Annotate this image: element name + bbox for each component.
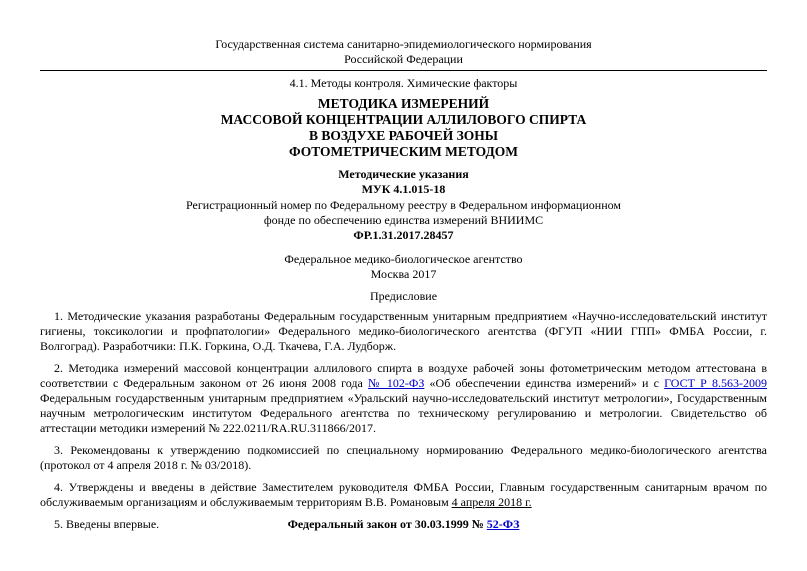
title-line-1: МЕТОДИКА ИЗМЕРЕНИЙ — [317, 96, 490, 111]
paragraph-2 — [40, 361, 767, 436]
guide-block — [0, 167, 807, 197]
preface-heading: Предисловие — [369, 289, 438, 303]
guide-kind: Методические указания — [338, 167, 469, 181]
title-line-2: МАССОВОЙ КОНЦЕНТРАЦИИ АЛЛИЛОВОГО СПИРТА — [220, 112, 587, 127]
paragraph-5: 5. Введены впервые. — [54, 517, 160, 531]
agency-name: Федеральное медико-биологическое агентство — [284, 252, 523, 266]
title-line-4: ФОТОМЕТРИЧЕСКИМ МЕТОДОМ — [288, 144, 519, 159]
document-title — [0, 96, 807, 160]
agency-place-year: Москва 2017 — [370, 267, 437, 281]
federal-law-heading — [0, 517, 807, 532]
title-line-3: В ВОЗДУХЕ РАБОЧЕЙ ЗОНЫ — [308, 128, 499, 143]
preface-paragraphs — [40, 309, 767, 532]
federal-law-text: Федеральный закон от 30.03.1999 № — [287, 517, 487, 531]
document-header — [0, 37, 807, 67]
gost-link[interactable]: ГОСТ Р 8.563-2009 — [664, 376, 767, 390]
header-line-1: Государственная система санитарно-эпидемиологического нормирования — [215, 37, 592, 51]
paragraph-3: 3. Рекомендованы к утверждению подкомиссией по специальному нормированию Федерального медико-биологического агентства (протокол от 4 апреля 2018 г. № 03/2018). — [40, 443, 767, 472]
paragraph-1: 1. Методические указания разработаны Федеральным государственным унитарным предприятием «Научно-исследовательский институт гигиены, токсикологии и профпатологии» Федерального медико-биологического агентства (ФГУП «НИИ ГПП» ФМБА России, г. Волгоград). Разработчики: П.К. Горкина, О.Д. Ткачева, Г.А. Лудборж. — [40, 309, 767, 353]
registry-line-2: фонде по обеспечению единства измерений ВНИИМС — [263, 213, 544, 227]
header-line-2: Российской Федерации — [344, 52, 463, 66]
registry-block — [0, 198, 807, 243]
paragraph-2-text-a: 2. Методика измерений массовой концентрации аллилового спирта в воздухе рабочей зоны фотометрическим методом аттестована в соответствии с Федеральным законом от 26 июня 2008 года — [40, 361, 767, 390]
registry-number: ФР.1.31.2017.28457 — [353, 228, 454, 242]
paragraph-2-text-b: «Об обеспечении единства измерений» и с — [424, 376, 665, 390]
series-heading: 4.1. Методы контроля. Химические факторы — [289, 76, 518, 90]
guide-code: МУК 4.1.015-18 — [361, 182, 446, 196]
agency-block — [0, 252, 807, 282]
law-102-fz-link[interactable]: № 102-ФЗ — [368, 376, 425, 390]
paragraph-2-text-c: Федеральным государственным унитарным предприятием «Уральский научно-исследовательский институт метрологии», Государственным научным метрологическим институтом Федерального агентства по техническому регулированию и метрологии. Свидетельство об аттестации методики измерений № 222.0211/RA.RU.311866/2017. — [40, 391, 767, 435]
registry-line-1: Регистрационный номер по Федеральному реестру в Федеральном информационном — [186, 198, 621, 212]
approval-date: 4 апреля 2018 г. — [451, 495, 532, 509]
paragraph-4 — [40, 480, 767, 510]
law-52-fz-link[interactable]: 52-ФЗ — [486, 517, 520, 531]
paragraph-4-text: 4. Утверждены и введены в действие Заместителем руководителя ФМБА России, Главным государственным санитарным врачом по обслуживаемым организациям и обслуживаемым территориям В.В. Романовым — [40, 480, 767, 509]
header-divider — [40, 70, 767, 71]
